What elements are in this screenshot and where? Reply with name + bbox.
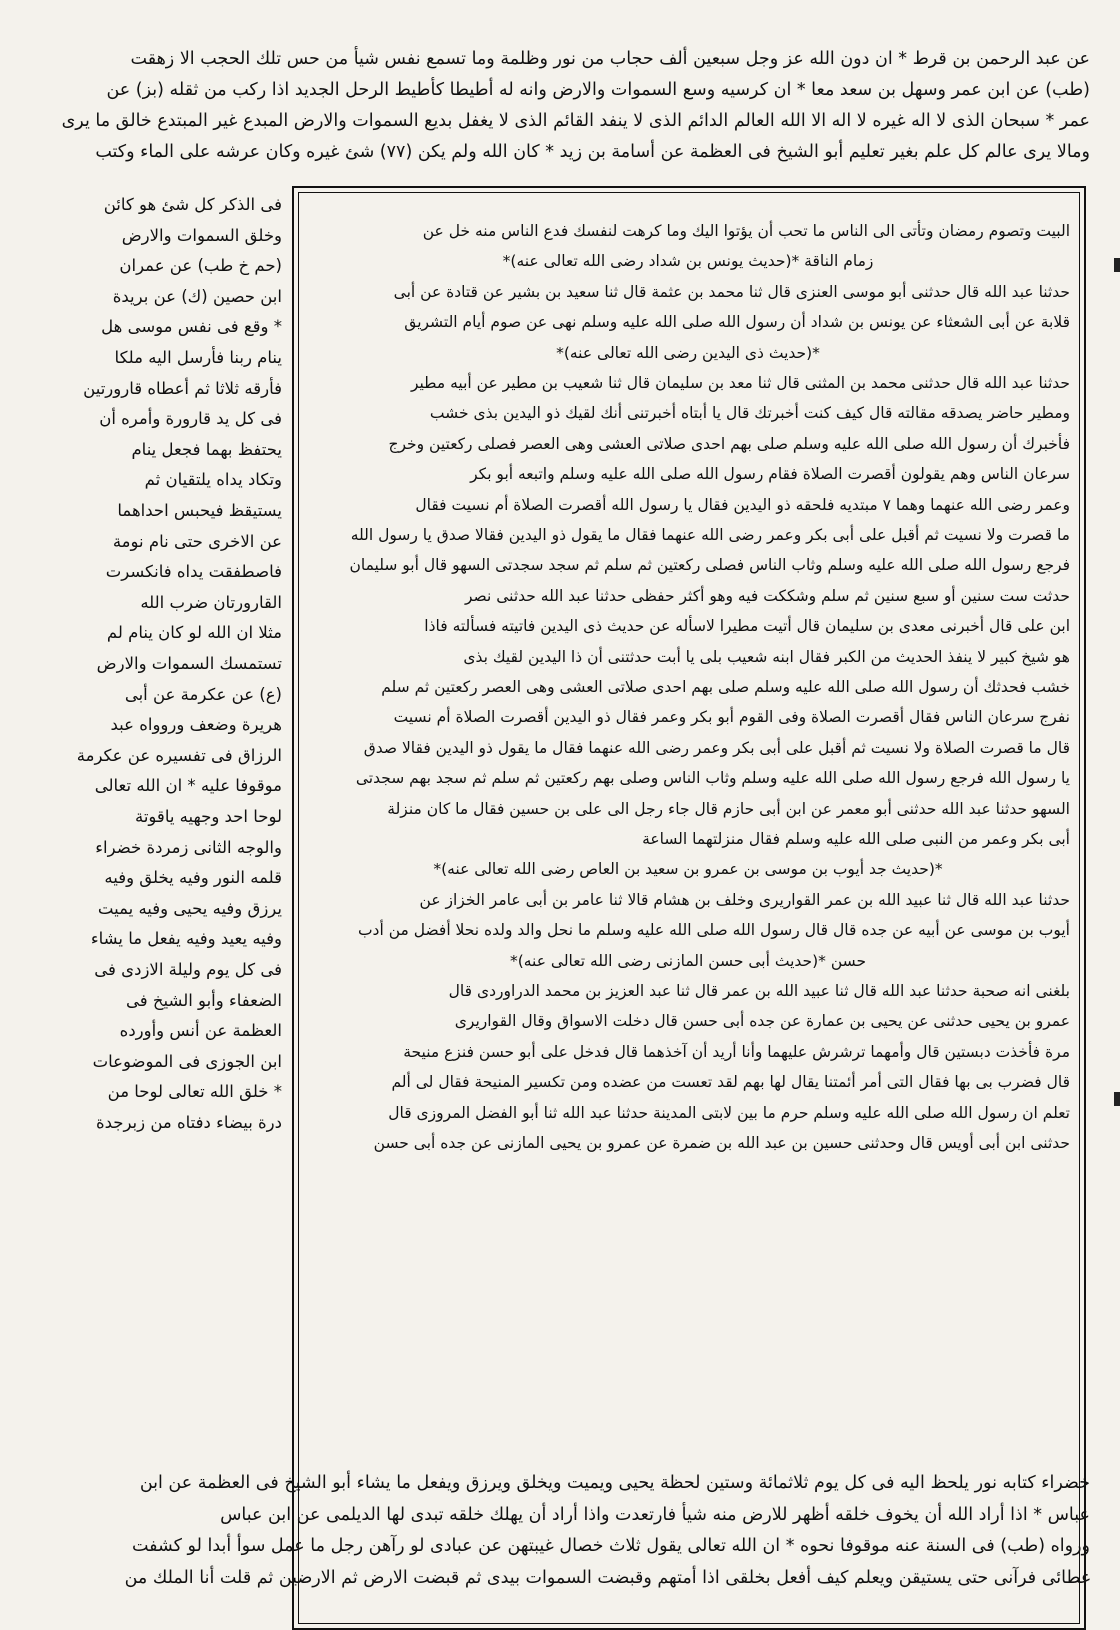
- main-text-line: هو شيخ كبير لا ينفذ الحديث من الكبر فقال ابنه شعيب بلى يا أبت حدثتنى أن ذا اليدين لقيك بذى: [463, 647, 1070, 666]
- main-text-line: قال فضرب بى بها فقال التى أمر أئمتنا يقال لها بهم لقد تعست من عضده ومن تكسير المنيحة فقال لى ألم: [391, 1073, 1070, 1092]
- side-text-line: فاصطفقت يداه فانكسرت: [105, 562, 282, 582]
- side-text-line: الضعفاء وأبو الشيخ فى: [125, 990, 282, 1010]
- side-text-line: فأرقه ثلاثا ثم أعطاه قارورتين: [83, 378, 282, 398]
- side-text-line: فى كل يد قارورة وأمره أن: [99, 409, 282, 429]
- top-text-line: (طب) عن ابن عمر وسهل بن سعد معا * ان كرسيه وسع السموات والارض وانه له أطيطا كأطيط الرحل الجديد اذا ركب من ثقله (بز) عن: [106, 80, 1090, 100]
- bottom-text-line: ورواه (طب) فى السنة عنه موقوفا نحوه * ان الله تعالى يقول ثلاث خصال غيبتهن عن عبادى لو رآهن رجل ما عمل سوأ أبدا لو كشفت: [131, 1536, 1090, 1556]
- main-text-line: حدثنا عبد الله قال حدثنى محمد بن المثنى قال ثنا معد بن سليمان قال ثنا شعيب بن مطير عن أبيه مطير: [410, 374, 1070, 392]
- main-text-line: *(حديث جد أيوب بن موسى بن عمرو بن سعيد بن العاص رضى الله تعالى عنه)*: [433, 860, 943, 879]
- side-text-line: والوجه الثانى زمردة خضراء: [95, 837, 282, 857]
- side-text-line: وتكاد يداه يلتقيان ثم: [144, 470, 282, 490]
- side-text-line: ابن حصين (ك) عن بريدة: [112, 286, 282, 306]
- side-text-line: يحتفظ بهما فجعل ينام: [131, 439, 282, 459]
- side-text-line: يستيقظ فيحبس احداهما: [117, 501, 282, 520]
- side-text-line: ينام ربنا فأرسل اليه ملكا: [114, 348, 282, 367]
- main-text-line: حدثنى ابن أبى أويس قال وحدثنى حسين بن عبد الله بن ضمرة عن عمرو بن يحيى المازنى عن جده أبى حسن: [373, 1134, 1070, 1152]
- side-text-line: ابن الجوزى فى الموضوعات: [92, 1051, 282, 1071]
- main-text-line: قلابة عن أبى الشعثاء عن يونس بن شداد أن رسول الله صلى الله عليه وسلم نهى عن صوم أيام التشريق: [404, 313, 1070, 332]
- side-text-line: فى كل يوم وليلة الازدى فى: [94, 960, 282, 979]
- side-text-line: لوحا احد وجهيه ياقوتة: [134, 807, 282, 826]
- bottom-text-line: خضراء كتابه نور يلحظ اليه فى كل يوم ثلاثمائة وستين لحظة يحيى ويميت ويخلق ويرزق ويفعل ما يشاء أبو الشيخ فى العظمة عن ابن: [139, 1473, 1090, 1493]
- side-text-line: تستمسك السموات والارض: [96, 654, 282, 673]
- main-text-line: سرعان الناس وهم يقولون أقصرت الصلاة فقام رسول الله صلى الله عليه وسلم واتبعه أبو بكر: [470, 465, 1070, 484]
- side-text-line: * خلق الله تعالى لوحا من: [107, 1082, 282, 1102]
- main-text-line: تعلم ان رسول الله صلى الله عليه وسلم حرم ما بين لابتى المدينة حدثنا عبد الله ثنا أبو الفضل المروزى قال: [388, 1103, 1070, 1122]
- main-text-line: البيت وتصوم رمضان وتأتى الى الناس ما تحب أن يؤتوا اليك وما كرهت لنفسك فدع الناس منه خل عن: [422, 222, 1070, 240]
- main-text-line: حدثنا عبد الله قال ثنا عبيد الله بن عمر القواريرى وخلف بن هشام قالا ثنا عامر بن أبى عامر الخزاز عن: [419, 890, 1070, 909]
- side-text-line: وفيه يعيد وفيه يفعل ما يشاء: [90, 929, 282, 949]
- main-text-line: حدثنا عبد الله قال حدثنى أبو موسى العنزى قال ثنا محمد بن عثمة قال ثنا سعيد بن بشير عن قتادة عن أبى: [393, 282, 1070, 301]
- side-text-line: (ع) عن عكرمة عن أبى: [124, 684, 282, 704]
- side-text-line: فى الذكر كل شئ هو كائن: [103, 195, 282, 214]
- main-text-line: قال ما قصرت الصلاة ولا نسيت ثم أقبل على أبى بكر وعمر رضى الله عنهما فقال ما يقول ذو اليدين فقالا صدق: [363, 738, 1070, 757]
- main-text-line: ومطير حاضر يصدقه مقالته قال كيف كنت أخبرتك قال يا أبتاه أخبرتنى أنك لقيك ذو اليدين بذى خشب: [429, 404, 1070, 423]
- main-text-line: حدثت ست سنين أو سبع سنين ثم سلم وشككت فيه وهو أكثر حفظى حدثنا عبد الله حدثنى نصر: [464, 586, 1070, 605]
- main-text-line: فرجع رسول الله صلى الله عليه وسلم وثاب الناس فصلى ركعتين ثم سلم ثم سجد سجدتى السهو قال أبو سليمان: [349, 556, 1070, 575]
- top-text-line: عمر * سبحان الذى لا اله غيره لا اله الا الله العالم الدائم الذى لا ينفد القائم الذى لا يغفل بديع السموات والارض المبدع غير المبتدع خالق ما يرى: [61, 111, 1090, 131]
- bottom-text-line: غطائى فرآنى حتى يستيقن ويعلم كيف أفعل بخلقى اذا أمتهم وقبضت السموات بيدى ثم قبضت الارض ثم الارضين ثم قلت أنا الملك من: [124, 1567, 1090, 1588]
- side-text-line: مثلا ان الله لو كان ينام لم: [106, 623, 282, 643]
- main-text-line: مرة فأخذت دبستين قال وأمهما ترشرش عليهما وأنا أريد أن آخذهما قال فدخل على أبو حسن فنزع منيحة: [403, 1042, 1070, 1061]
- main-text-line: خشب فحدثك أن رسول الله صلى الله عليه وسلم صلى بهم احدى صلاتى العشى وهى العصر ركعتين ثم سلم: [381, 678, 1070, 696]
- side-text-line: الرزاق فى تفسيره عن عكرمة: [76, 745, 282, 765]
- main-text-line: بلغنى انه صحبة حدثنا عبد الله قال ثنا عبيد الله بن عمر قال ثنا عبد العزيز بن محمد الدراوردى قال: [448, 982, 1070, 1000]
- main-text-line: يا رسول الله فرجع رسول الله صلى الله عليه وسلم وثاب الناس وصلى بهم ركعتين ثم سلم ثم سجد بهم سجدتى: [355, 769, 1070, 788]
- side-text-line: عن الاخرى حتى نام نومة: [112, 531, 282, 551]
- side-text-line: * وقع فى نفس موسى هل: [101, 317, 282, 337]
- main-text-line: أبى بكر وعمر من النبى صلى الله عليه وسلم فقال منزلتهما الساعة: [642, 830, 1070, 848]
- main-text-line: السهو حدثنا عبد الله حدثنى أبو معمر عن ابن أبى حازم قال جاء رجل الى على بن حسين فقال ما كان منزلة: [387, 799, 1070, 818]
- side-text-line: درة بيضاء دفتاه من زبرجدة: [95, 1113, 282, 1132]
- main-text-line: عمرو بن يحيى حدثنى عن يحيى بن عمارة عن جده أبى حسن قال دخلت الاسواق وقال القواريرى: [454, 1012, 1070, 1031]
- top-text-line: عن عبد الرحمن بن قرط * ان دون الله عز وجل سبعين ألف حجاب من نور وظلمة وما تسمع نفس شيأ من حس تلك الحجب الا زهقت: [130, 49, 1090, 69]
- main-text-line: وعمر رضى الله عنهما وهما ٧ مبتديه فلحقه ذو اليدين فقال يا رسول الله أقصرت الصلاة أم نسيت فقال: [415, 495, 1070, 514]
- side-text-line: (حم خ طب) عن عمران: [119, 256, 282, 276]
- side-text-line: العظمة عن أنس وأورده: [119, 1021, 282, 1041]
- main-text-line: ما قصرت ولا نسيت ثم أقبل على أبى بكر وعمر رضى الله عنهما فقال ما يقول ذو اليدين فقالا صدق يا رسول الله: [350, 526, 1070, 544]
- scan-edge-mark: [1114, 258, 1120, 272]
- main-text-line: أيوب بن موسى عن أبيه عن جده قال قال رسول الله صلى الله عليه وسلم ما نحل والد ولده نحلا أفضل من أدب: [357, 921, 1070, 940]
- main-text-line: حسن *(حديث أبى حسن المازنى رضى الله تعالى عنه)*: [509, 951, 867, 970]
- main-text-line: نفرج سرعان الناس فقال أقصرت الصلاة وفى القوم أبو بكر وعمر فقال ذو اليدين أقصرت الصلاة أم نسيت: [393, 708, 1070, 727]
- side-text-line: وخلق السموات والارض: [121, 225, 282, 245]
- bottom-text-line: عباس * اذا أراد الله أن يخوف خلقه أظهر للارض منه شيأ فارتعدت واذا أراد أن يهلك خلقه تبدى لها الديلمى عن ابن عباس: [220, 1504, 1090, 1525]
- side-text-line: القارورتان ضرب الله: [140, 592, 282, 612]
- scan-edge-mark: [1114, 1092, 1120, 1106]
- main-text-line: فأخبرك أن رسول الله صلى الله عليه وسلم صلى بهم احدى صلاتى العشى وهى العصر فصلى ركعتين وخرج: [388, 434, 1070, 453]
- top-text-line: ومالا يرى عالم كل علم بغير تعليم أبو الشيخ فى العظمة عن أسامة بن زيد * كان الله ولم يكن (٧٧) شئ غيره وكان عرشه على الماء وكتب: [95, 142, 1090, 162]
- main-text-line: *(حديث ذى اليدين رضى الله تعالى عنه)*: [556, 343, 820, 362]
- main-text-line: زمام الناقة *(حديث يونس بن شداد رضى الله تعالى عنه)*: [502, 252, 874, 271]
- side-text-line: يرزق وفيه يحيى وفيه يميت: [97, 898, 282, 918]
- side-text-line: موقوفا عليه * ان الله تعالى: [94, 776, 282, 796]
- side-text-line: هريرة وضعف وروواه عبد: [110, 715, 282, 735]
- main-text-line: ابن على قال أخبرنى معدى بن سليمان قال أتيت مطيرا لاسأله عن حديث ذى اليدين فاتيته فسألته فاذا: [424, 617, 1070, 636]
- side-text-line: قلمه النور وفيه يخلق وفيه: [104, 868, 282, 888]
